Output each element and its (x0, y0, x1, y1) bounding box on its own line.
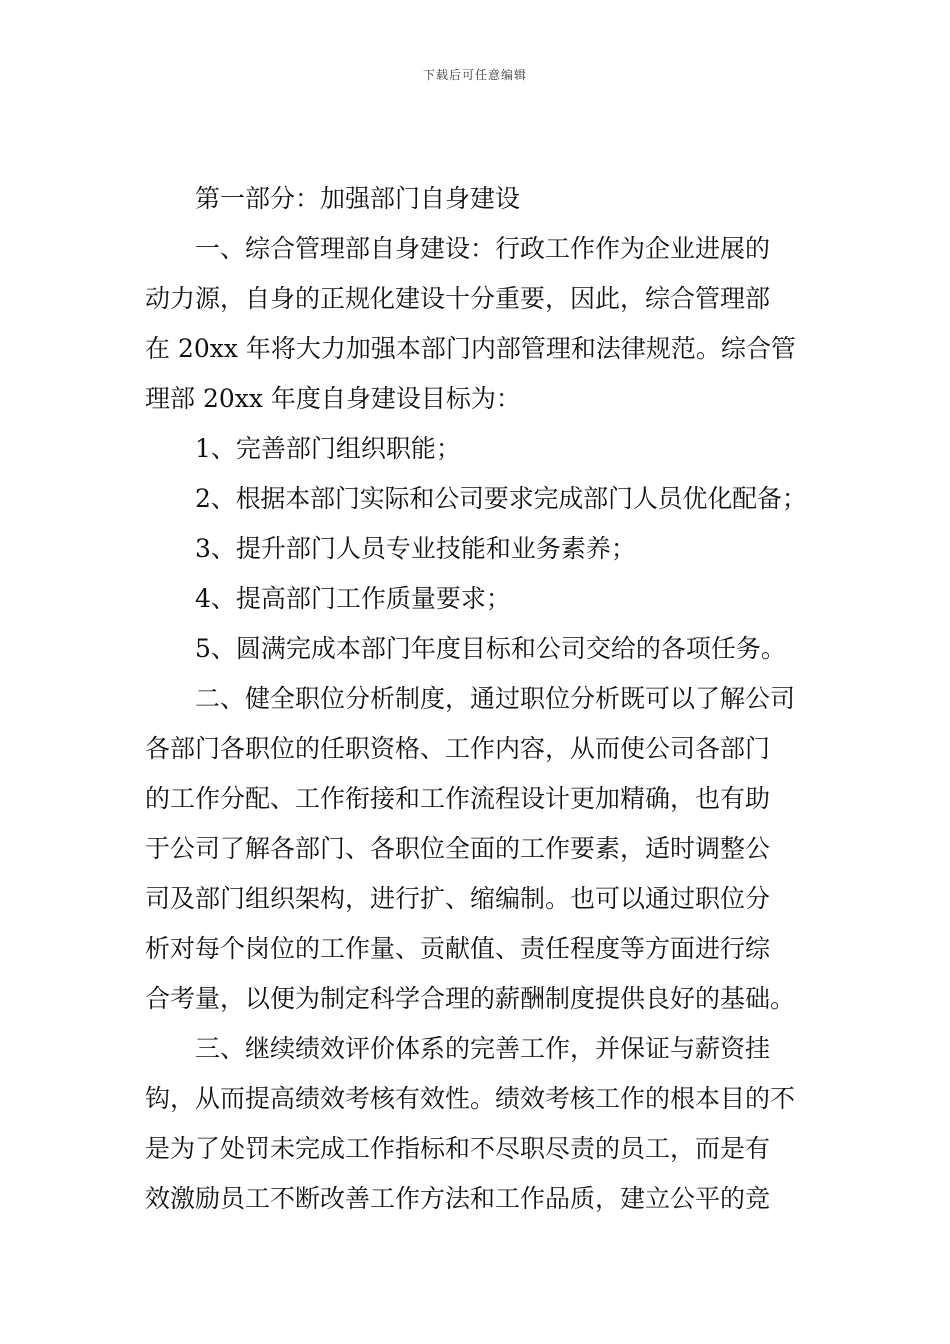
text-line: 理部 20xx 年度自身建设目标为： (145, 384, 521, 413)
text-line: 效激励员工不断改善工作方法和工作品质，建立公平的竞 (145, 1184, 771, 1213)
header-note: 下载后可任意编辑 (422, 68, 527, 82)
text-line: 3、提升部门人员专业技能和业务素养； (195, 534, 636, 563)
text-line: 二、健全职位分析制度，通过职位分析既可以了解公司 (195, 684, 796, 713)
text-line: 2、根据本部门实际和公司要求完成部门人员优化配备； (195, 484, 807, 513)
text-line: 合考量，以便为制定科学合理的薪酬制度提供良好的基础。 (145, 984, 796, 1013)
text-line: 第一部分：加强部门自身建设 (195, 184, 521, 213)
text-line: 钩，从而提高绩效考核有效性。绩效考核工作的根本目的不 (145, 1084, 796, 1113)
text-line: 4、提高部门工作质量要求； (195, 584, 511, 613)
document-body (145, 174, 807, 1224)
text-line: 于公司了解各部门、各职位全面的工作要素，适时调整公 (145, 834, 771, 863)
text-line: 5、圆满完成本部门年度目标和公司交给的各项任务。 (195, 634, 786, 663)
text-line: 析对每个岗位的工作量、贡献值、责任程度等方面进行综 (145, 934, 771, 963)
text-line: 三、继续绩效评价体系的完善工作，并保证与薪资挂 (195, 1034, 771, 1063)
text-line: 在 20xx 年将大力加强本部门内部管理和法律规范。综合管 (145, 334, 796, 363)
text-line: 各部门各职位的任职资格、工作内容，从而使公司各部门 (145, 734, 771, 763)
text-line: 是为了处罚未完成工作指标和不尽职尽责的员工，而是有 (145, 1134, 771, 1163)
text-line: 一、综合管理部自身建设：行政工作作为企业进展的 (195, 234, 771, 263)
text-line: 司及部门组织架构，进行扩、缩编制。也可以通过职位分 (145, 884, 771, 913)
text-line: 1、完善部门组织职能； (195, 434, 461, 463)
text-line: 的工作分配、工作衔接和工作流程设计更加精确，也有助 (145, 784, 771, 813)
text-line: 动力源，自身的正规化建设十分重要，因此，综合管理部 (145, 284, 771, 313)
